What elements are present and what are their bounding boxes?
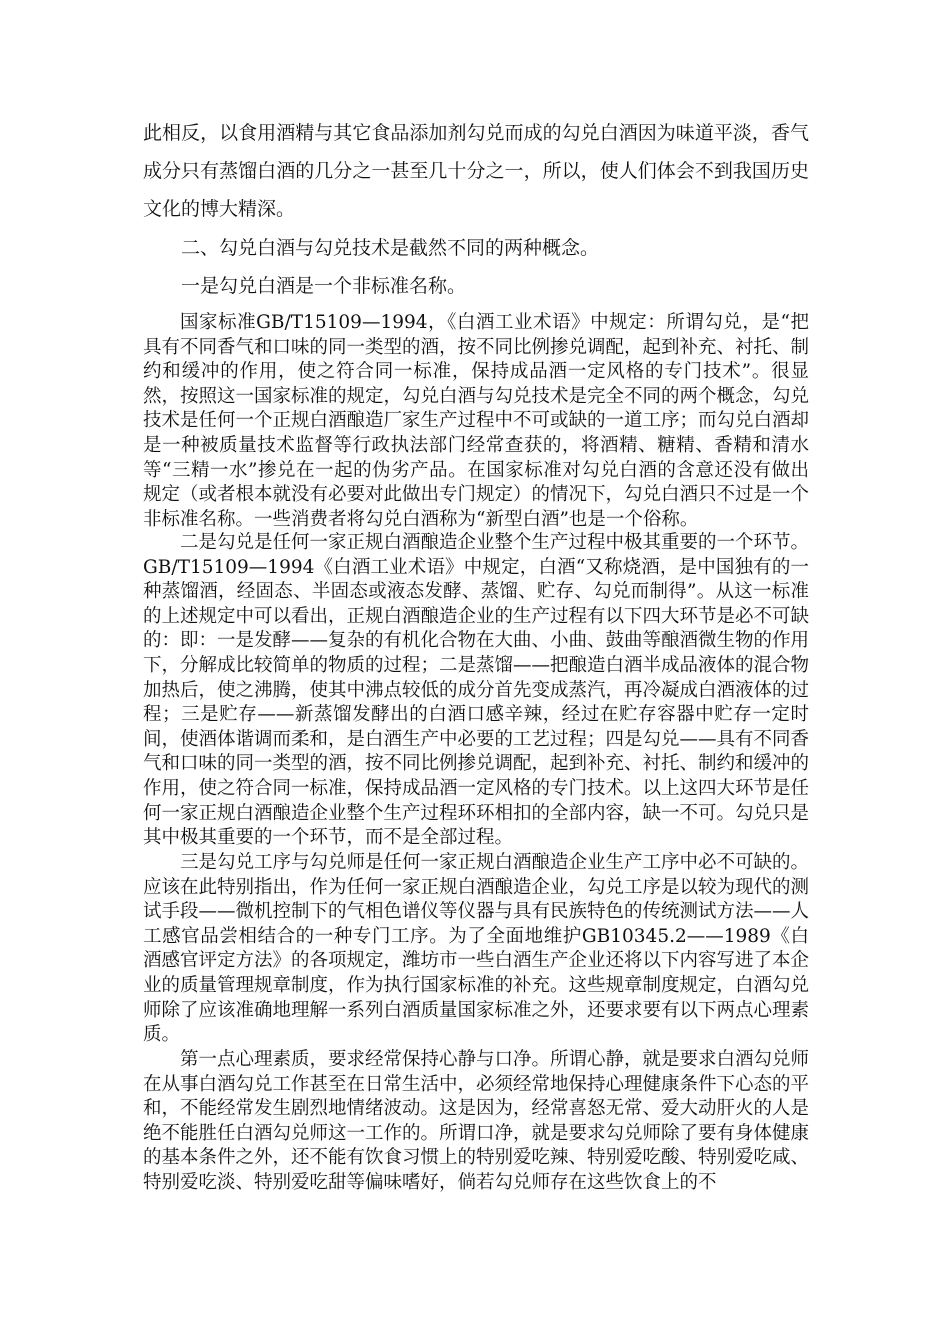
paragraph-point-three: 三是勾兑工序与勾兑师是任何一家正规白酒酿造企业生产工序中必不可缺的。应该在此特别指出，作为任何一家正规白酒酿造企业，勾兑工序是以较为现代的测试手段——微机控制下的气相色谱仪等仪器与具有民族特色的传统测试方法——人工感官品尝相结合的一种专门工序。为了全面地维护GB10345.2——1989《白酒感官评定方法》的各项规定，潍坊市一些白酒生产企业还将以下内容写进了本企业的质量管理规章制度，作为执行国家标准的补充。这些规章制度规定，白酒勾兑师除了应该准确地理解一系列白酒质量国家标准之外，还要求要有以下两点心理素质。 [143, 852, 810, 1046]
subheading-point-one: 一是勾兑白酒是一个非标准名称。 [181, 275, 467, 297]
paragraph-point-two: 二是勾兑是任何一家正规白酒酿造企业整个生产过程中极其重要的一个环节。GB/T15109—1994《白酒工业术语》中规定，白酒“又称烧酒，是中国独有的一种蒸馏酒，经固态、半固态或液态发酵、蒸馏、贮存、勾兑而制得”。从这一标准的上述规定中可以看出，正规白酒酿造企业的生产过程有以下四大环节是必不可缺的：即：一是发酵——复杂的有机化合物在大曲、小曲、鼓曲等酿酒微生物的作用下，分解成比较简单的物质的过程；二是蒸馏——把酿造白酒半成品液体的混合物加热后，使之沸腾，使其中沸点较低的成分首先变成蒸汽，再冷凝成白酒液体的过程；三是贮存——新蒸馏发酵出的白酒口感辛辣，经过在贮存容器中贮存一定时间，使酒体谐调而柔和，是白酒生产中必要的工艺过程；四是勾兑——具有不同香气和口味的同一类型的酒，按不同比例掺兑调配，起到补充、衬托、制约和缓冲的作用，使之符合同一标准，保持成品酒一定风格的专门技术。以上这四大环节是任何一家正规白酒酿造企业整个生产过程环环相扣的全部内容，缺一不可。勾兑只是其中极其重要的一个环节，而不是全部过程。 [143, 532, 810, 849]
paragraph-national-standard: 国家标准GB/T15109—1994，《白酒工业术语》中规定：所谓勾兑，是“把具有不同香气和口味的同一类型的酒，按不同比例掺兑调配，起到补充、衬托、制约和缓冲的作用，使之符合同一标准，保持成品酒一定风格的专门技术”。很显然，按照这一国家标准的规定，勾兑白酒与勾兑技术是完全不同的两个概念，勾兑技术是任何一个正规白酒酿造厂家生产过程中不可或缺的一道工序；而勾兑白酒却是一种被质量技术监督等行政执法部门经常查获的，将酒精、糖精、香精和清水等“三精一水”掺兑在一起的伪劣产品。在国家标准对勾兑白酒的含意还没有做出规定（或者根本就没有必要对此做出专门规定）的情况下，勾兑白酒只不过是一个非标准名称。一些消费者将勾兑白酒称为“新型白酒”也是一个俗称。 [143, 312, 810, 530]
section-heading-two: 二、勾兑白酒与勾兑技术是截然不同的两种概念。 [181, 237, 600, 259]
paragraph-continuation: 此相反，以食用酒精与其它食品添加剂勾兑而成的勾兑白酒因为味道平淡，香气成分只有蒸馏白酒的几分之一甚至几十分之一，所以，使人们体会不到我国历史文化的博大精深。 [143, 122, 809, 220]
paragraph-psychological-quality: 第一点心理素质，要求经常保持心静与口净。所谓心静，就是要求白酒勾兑师在从事白酒勾兑工作甚至在日常生活中，必须经常地保持心理健康条件下心态的平和，不能经常发生剧烈地情绪波动。这是因为，经常喜怒无常、爱大动肝火的人是绝不能胜任白酒勾兑师这一工作的。所谓口净，就是要求勾兑师除了要有身体健康的基本条件之外，还不能有饮食习惯上的特别爱吃辣、特别爱吃酸、特别爱吃咸、特别爱吃淡、特别爱吃甜等偏味嗜好，倘若勾兑师存在这些饮食上的不 [143, 1049, 810, 1193]
